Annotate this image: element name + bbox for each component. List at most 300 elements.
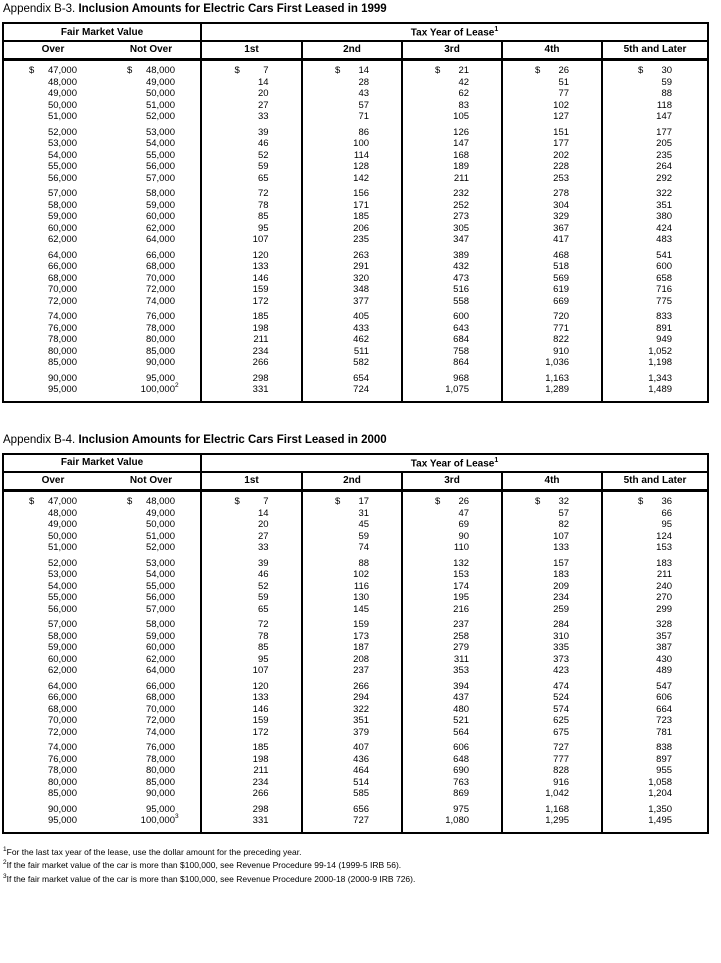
value-cell — [502, 234, 602, 246]
cell-number: 168 — [453, 149, 470, 161]
table-row — [3, 111, 708, 123]
value-cell — [302, 631, 402, 643]
value-cell — [402, 581, 502, 593]
col-header-2nd: 2nd — [302, 472, 402, 491]
fmv-cell — [102, 100, 201, 112]
cell-number: 322 — [656, 188, 673, 200]
table-row — [3, 704, 708, 716]
fmv-cell — [3, 815, 102, 833]
table-row — [3, 754, 708, 766]
cell-number: 462 — [353, 334, 370, 346]
cell-number: 424 — [656, 222, 673, 234]
value-cell — [402, 604, 502, 616]
cell-number: 353 — [453, 665, 470, 677]
value-cell — [402, 727, 502, 739]
fmv-cell — [3, 161, 102, 173]
value-cell — [602, 604, 708, 616]
group-header-row — [3, 23, 708, 41]
value-cell — [502, 184, 602, 200]
fmv-cell — [102, 542, 201, 554]
cell-number: 76,000 — [47, 753, 77, 765]
cell-number: 468 — [553, 249, 570, 261]
cell-number: $ 14 — [335, 65, 370, 77]
cell-number: 146 — [252, 272, 269, 284]
fmv-cell — [102, 173, 201, 185]
value-cell — [602, 161, 708, 173]
cell-number: 949 — [656, 334, 673, 346]
col-header-3rd: 3rd — [402, 41, 502, 60]
cell-number: 48,000 — [47, 507, 77, 519]
fmv-cell — [102, 727, 201, 739]
value-cell — [602, 334, 708, 346]
cell-number: $ 26 — [535, 65, 570, 77]
cell-number: 42 — [458, 76, 470, 88]
value-cell — [201, 173, 302, 185]
value-cell — [602, 592, 708, 604]
cell-number: 266 — [252, 357, 269, 369]
value-cell — [502, 307, 602, 323]
cell-number: 78 — [257, 630, 269, 642]
value-cell — [602, 346, 708, 358]
fmv-cell — [102, 200, 201, 212]
cell-number: 95 — [661, 519, 673, 531]
value-cell — [602, 284, 708, 296]
cell-number: 235 — [656, 149, 673, 161]
value-cell — [602, 508, 708, 520]
fmv-cell — [3, 184, 102, 200]
value-cell — [502, 111, 602, 123]
cell-number: 723 — [656, 715, 673, 727]
cell-number: 351 — [656, 199, 673, 211]
dollar-sign: $ — [638, 65, 644, 77]
value-cell — [201, 200, 302, 212]
cell-number: 90,000 — [47, 372, 77, 384]
value-cell — [402, 677, 502, 693]
fmv-cell — [102, 800, 201, 816]
value-cell — [302, 642, 402, 654]
cell-number: 869 — [453, 788, 470, 800]
cell-number: 31 — [358, 507, 370, 519]
cell-number: 114 — [353, 149, 370, 161]
table-row — [3, 692, 708, 704]
cell-number: 351 — [353, 715, 370, 727]
cell-number: 473 — [453, 272, 470, 284]
cell-number: 423 — [553, 665, 570, 677]
fmv-cell — [3, 738, 102, 754]
fmv-cell — [3, 223, 102, 235]
value-cell — [201, 261, 302, 273]
value-cell — [502, 100, 602, 112]
cell-number: 133 — [252, 261, 269, 273]
table-row — [3, 200, 708, 212]
value-cell — [402, 234, 502, 246]
fmv-cell — [3, 692, 102, 704]
fmv-cell — [102, 754, 201, 766]
value-cell — [201, 508, 302, 520]
cell-number: 1,080 — [445, 815, 470, 827]
value-cell — [302, 246, 402, 262]
value-cell — [402, 261, 502, 273]
cell-number: 433 — [353, 322, 370, 334]
value-cell — [602, 77, 708, 89]
value-cell — [502, 704, 602, 716]
cell-number: 311 — [453, 653, 470, 665]
fmv-cell — [3, 765, 102, 777]
value-cell — [502, 604, 602, 616]
table-row — [3, 273, 708, 285]
value-cell — [402, 754, 502, 766]
fmv-cell — [102, 508, 201, 520]
value-cell — [201, 346, 302, 358]
value-cell — [201, 357, 302, 369]
cell-number: 348 — [353, 284, 370, 296]
fmv-cell — [102, 369, 201, 385]
cell-number: 1,489 — [648, 384, 673, 396]
value-cell — [201, 592, 302, 604]
value-cell — [502, 800, 602, 816]
table-row — [3, 531, 708, 543]
value-cell — [302, 211, 402, 223]
fmv-cell — [102, 307, 201, 323]
cell-number: 235 — [353, 234, 370, 246]
cell-number: 52,000 — [145, 542, 175, 554]
cell-number: 72,000 — [145, 284, 175, 296]
table-row — [3, 631, 708, 643]
cell-number: 202 — [553, 149, 570, 161]
cell-number: 279 — [453, 642, 470, 654]
value-cell — [602, 531, 708, 543]
cell-number: 83 — [458, 99, 470, 111]
fmv-cell — [102, 777, 201, 789]
cell-number: 55,000 — [145, 580, 175, 592]
cell-number: 145 — [353, 603, 370, 615]
value-cell — [502, 323, 602, 335]
value-cell — [302, 307, 402, 323]
value-cell — [302, 765, 402, 777]
value-cell — [201, 100, 302, 112]
fmv-cell — [3, 604, 102, 616]
value-cell — [201, 246, 302, 262]
cell-number: 72,000 — [47, 726, 77, 738]
value-cell — [201, 692, 302, 704]
col-header-1st: 1st — [201, 41, 302, 60]
value-cell — [402, 531, 502, 543]
cell-number: 52,000 — [47, 557, 77, 569]
col-header-over: Over — [3, 472, 102, 491]
cell-number: 1,204 — [648, 788, 673, 800]
dollar-sign: $ — [127, 496, 133, 508]
cell-number: 897 — [656, 753, 673, 765]
cell-number: 480 — [453, 703, 470, 715]
cell-number: 124 — [656, 530, 673, 542]
value-cell — [502, 150, 602, 162]
value-cell — [502, 642, 602, 654]
value-cell — [302, 334, 402, 346]
cell-number: 14 — [257, 507, 269, 519]
cell-number: 116 — [353, 580, 370, 592]
value-cell — [502, 357, 602, 369]
cell-number: $ 7 — [234, 65, 269, 77]
cell-number: 1,052 — [648, 345, 673, 357]
cell-number: 474 — [553, 680, 570, 692]
table-row — [3, 592, 708, 604]
fmv-cell — [3, 800, 102, 816]
value-cell — [201, 223, 302, 235]
cell-number: 511 — [353, 345, 370, 357]
cell-number: 234 — [553, 592, 570, 604]
value-cell — [602, 123, 708, 139]
cell-number: 252 — [453, 199, 470, 211]
cell-number: 436 — [353, 753, 370, 765]
fmv-cell — [3, 754, 102, 766]
value-cell — [402, 738, 502, 754]
fmv-cell — [102, 715, 201, 727]
cell-number: 86 — [358, 126, 370, 138]
cell-number: 237 — [353, 665, 370, 677]
dollar-sign: $ — [234, 65, 240, 77]
value-cell — [201, 161, 302, 173]
cell-number: 822 — [553, 334, 570, 346]
fmv-cell — [3, 788, 102, 800]
value-cell — [402, 211, 502, 223]
cell-number: $ 48,000 — [127, 65, 175, 77]
value-cell — [302, 542, 402, 554]
fmv-cell — [102, 692, 201, 704]
appendix-b3-section — [2, 3, 721, 403]
cell-number: 558 — [453, 295, 470, 307]
cell-number: 78,000 — [145, 753, 175, 765]
value-cell — [402, 491, 502, 508]
cell-number: 1,058 — [648, 776, 673, 788]
fmv-cell — [3, 88, 102, 100]
cell-number: 53,000 — [145, 557, 175, 569]
cell-number: 187 — [353, 642, 370, 654]
cell-number: 600 — [453, 311, 470, 323]
value-cell — [302, 100, 402, 112]
table-row — [3, 323, 708, 335]
value-cell — [302, 77, 402, 89]
cell-number: 177 — [656, 126, 673, 138]
cell-number: 1,042 — [545, 788, 570, 800]
value-cell — [602, 138, 708, 150]
cell-number: 968 — [453, 372, 470, 384]
value-cell — [402, 323, 502, 335]
cell-number: 569 — [553, 272, 570, 284]
value-cell — [502, 491, 602, 508]
cell-number: 74,000 — [47, 742, 77, 754]
cell-number: 39 — [257, 557, 269, 569]
cell-number: 51 — [558, 76, 570, 88]
cell-number: 891 — [656, 322, 673, 334]
value-cell — [302, 592, 402, 604]
table-row — [3, 161, 708, 173]
cell-number: 264 — [656, 161, 673, 173]
cell-number: 50,000 — [145, 88, 175, 100]
table-row — [3, 223, 708, 235]
cell-number: 56,000 — [47, 603, 77, 615]
value-cell — [201, 88, 302, 100]
fmv-cell — [102, 334, 201, 346]
fmv-cell — [102, 704, 201, 716]
cell-number: 68,000 — [47, 703, 77, 715]
value-cell — [502, 334, 602, 346]
cell-number: 80,000 — [47, 345, 77, 357]
value-cell — [402, 111, 502, 123]
value-cell — [201, 800, 302, 816]
cell-number: 955 — [656, 765, 673, 777]
cell-number: 76,000 — [145, 742, 175, 754]
cell-number: 430 — [656, 653, 673, 665]
fmv-cell — [3, 715, 102, 727]
cell-number: 107 — [553, 530, 570, 542]
fmv-cell — [3, 677, 102, 693]
cell-number: 60,000 — [47, 222, 77, 234]
footnote-ref-1: 1 — [494, 26, 499, 33]
table-row — [3, 60, 708, 77]
value-cell — [402, 246, 502, 262]
fmv-cell — [3, 519, 102, 531]
table-row — [3, 715, 708, 727]
cell-number: 240 — [656, 580, 673, 592]
cell-number: 405 — [353, 311, 370, 323]
fmv-cell — [3, 200, 102, 212]
value-cell — [302, 161, 402, 173]
value-cell — [201, 777, 302, 789]
value-cell — [302, 173, 402, 185]
fmv-cell — [3, 777, 102, 789]
cell-number: 105 — [453, 111, 470, 123]
fmv-cell — [102, 123, 201, 139]
cell-number: 157 — [553, 557, 570, 569]
footnote-ref-3: 3 — [175, 813, 179, 821]
cell-number: 95,000 — [47, 815, 77, 827]
cell-number: 716 — [656, 284, 673, 296]
value-cell — [502, 788, 602, 800]
fmv-cell — [102, 261, 201, 273]
value-cell — [402, 273, 502, 285]
value-cell — [602, 788, 708, 800]
table-row — [3, 615, 708, 631]
cell-number: 299 — [656, 603, 673, 615]
value-cell — [302, 369, 402, 385]
cell-number: $ 36 — [638, 496, 673, 508]
value-cell — [602, 323, 708, 335]
value-cell — [302, 554, 402, 570]
col-header-3rd: 3rd — [402, 472, 502, 491]
value-cell — [201, 815, 302, 833]
value-cell — [201, 569, 302, 581]
cell-number: 172 — [252, 295, 269, 307]
value-cell — [502, 569, 602, 581]
value-cell — [201, 273, 302, 285]
cell-number: 777 — [553, 753, 570, 765]
cell-number: 52,000 — [145, 111, 175, 123]
cell-number: 159 — [353, 619, 370, 631]
cell-number: 310 — [553, 630, 570, 642]
footnote-marker-1: 1 — [3, 845, 7, 853]
cell-number: 66 — [661, 507, 673, 519]
fmv-cell — [3, 334, 102, 346]
fmv-cell — [102, 211, 201, 223]
cell-number: 95,000 — [145, 372, 175, 384]
dollar-sign: $ — [335, 65, 341, 77]
cell-number: 59 — [257, 161, 269, 173]
cell-number: 232 — [453, 188, 470, 200]
cell-number: 71 — [358, 111, 370, 123]
dollar-sign: $ — [335, 496, 341, 508]
cell-number: 185 — [252, 311, 269, 323]
cell-number: 65 — [257, 603, 269, 615]
value-cell — [402, 223, 502, 235]
cell-number: 128 — [353, 161, 370, 173]
cell-number: 377 — [353, 295, 370, 307]
value-cell — [602, 692, 708, 704]
cell-number: 720 — [553, 311, 570, 323]
cell-number: 259 — [553, 603, 570, 615]
cell-number: 132 — [453, 557, 470, 569]
cell-number: $ 47,000 — [29, 496, 77, 508]
cell-number: 62,000 — [47, 234, 77, 246]
cell-number: 171 — [353, 199, 370, 211]
cell-number: 291 — [353, 261, 370, 273]
table-row — [3, 765, 708, 777]
cell-number: 1,343 — [648, 372, 673, 384]
cell-number: $ 7 — [234, 496, 269, 508]
cell-number: 643 — [453, 322, 470, 334]
cell-number: 68,000 — [47, 272, 77, 284]
value-cell — [602, 200, 708, 212]
cell-number: 237 — [453, 619, 470, 631]
footnote: $^1$For the last tax year of the lease, use the dollar amount for the preceding year. — [3, 845, 302, 857]
value-cell — [402, 631, 502, 643]
cell-number: 335 — [553, 642, 570, 654]
dollar-sign: $ — [29, 496, 35, 508]
cell-number: 521 — [453, 715, 470, 727]
cell-number: 53,000 — [145, 126, 175, 138]
cell-number: 211 — [656, 569, 673, 581]
value-cell — [402, 788, 502, 800]
fmv-cell — [3, 384, 102, 402]
fmv-cell — [102, 223, 201, 235]
value-cell — [502, 777, 602, 789]
table-row — [3, 788, 708, 800]
dollar-sign: $ — [29, 65, 35, 77]
cell-number: 90,000 — [145, 788, 175, 800]
cell-number: 28 — [358, 76, 370, 88]
cell-number: 675 — [553, 726, 570, 738]
inclusion-table-1999 — [2, 22, 709, 403]
value-cell — [302, 777, 402, 789]
fmv-cell — [102, 631, 201, 643]
value-cell — [302, 581, 402, 593]
dollar-sign: $ — [234, 496, 240, 508]
value-cell — [602, 100, 708, 112]
value-cell — [302, 223, 402, 235]
value-cell — [502, 384, 602, 402]
appendix-b4-label: Appendix B-4. — [3, 433, 76, 446]
value-cell — [201, 234, 302, 246]
value-cell — [602, 273, 708, 285]
value-cell — [602, 184, 708, 200]
value-cell — [502, 754, 602, 766]
value-cell — [302, 531, 402, 543]
cell-number: 51,000 — [145, 99, 175, 111]
cell-number: 524 — [553, 692, 570, 704]
cell-number: 1,036 — [545, 357, 570, 369]
cell-number: 394 — [453, 680, 470, 692]
value-cell — [402, 88, 502, 100]
cell-number: 76,000 — [47, 322, 77, 334]
